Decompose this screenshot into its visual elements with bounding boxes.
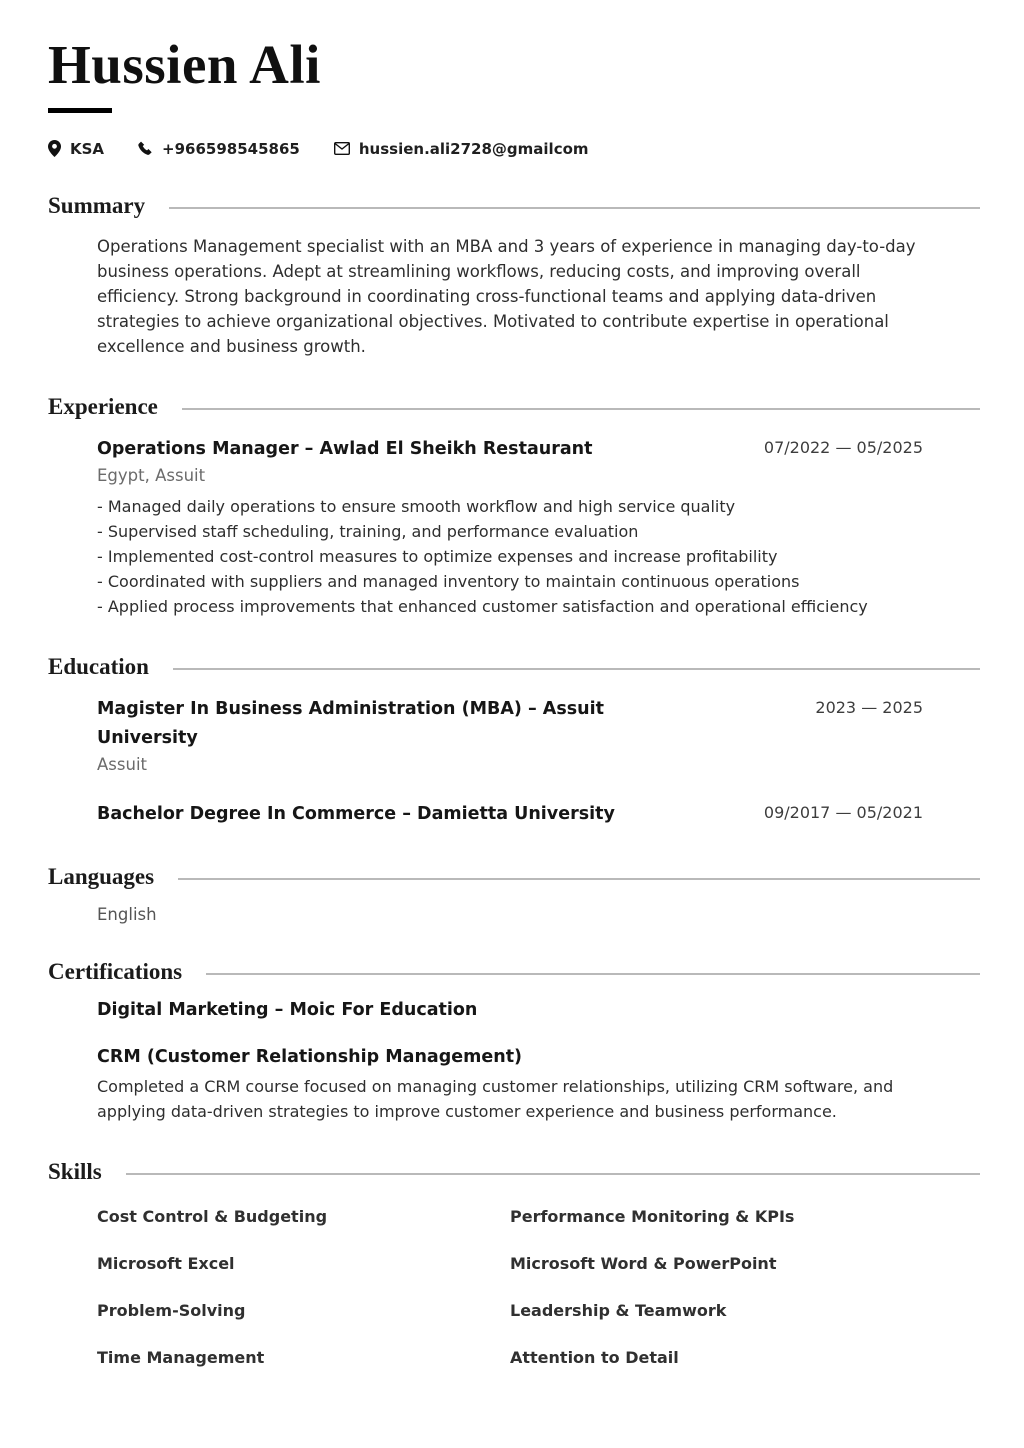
summary-heading <box>48 193 980 219</box>
job-bullet: - Implemented cost-control measures to optimize expenses and increase profitability <box>97 546 778 566</box>
candidate-name: Hussien Ali <box>48 34 321 95</box>
skills-title: Skills <box>48 1158 102 1184</box>
location-pin-icon <box>48 140 61 157</box>
contact-email-text: hussien.ali2728@gmailcom <box>358 139 589 158</box>
section-languages <box>48 864 980 924</box>
job-bullet: - Supervised staff scheduling, training, and performance evaluation <box>97 521 639 541</box>
job-bullet: - Coordinated with suppliers and managed inventory to maintain continuous operations <box>97 571 800 591</box>
skill-item: Cost Control & Budgeting <box>97 1206 328 1226</box>
heading-rule <box>206 973 980 975</box>
skill-item: Time Management <box>97 1347 265 1367</box>
education-title: Education <box>48 653 149 679</box>
job-bullets <box>97 494 923 619</box>
experience-entry <box>97 435 923 619</box>
section-certifications <box>48 959 980 1124</box>
languages-heading <box>48 864 980 890</box>
education-heading <box>48 654 980 680</box>
summary-title: Summary <box>48 192 146 218</box>
experience-title: Experience <box>48 393 158 419</box>
contact-location-text: KSA <box>70 139 105 158</box>
job-title: Operations Manager – Awlad El Sheikh Restaurant <box>97 438 593 459</box>
language-item: English <box>97 904 157 924</box>
skill-item: Problem-Solving <box>97 1300 246 1320</box>
phone-icon <box>138 141 153 156</box>
contact-phone-text: +966598545865 <box>162 139 300 158</box>
job-dates: 07/2022 — 05/2025 <box>763 437 923 457</box>
skill-item: Microsoft Excel <box>97 1253 235 1273</box>
certification-description: Completed a CRM course focused on managing customer relationships, utilizing CRM software, and applying data-driven strategies to improve customer experience and business performance. <box>97 1076 894 1121</box>
contact-email <box>334 140 589 158</box>
heading-rule <box>178 878 980 880</box>
heading-rule <box>169 207 980 209</box>
skill-item: Microsoft Word & PowerPoint <box>510 1253 777 1273</box>
languages-title: Languages <box>48 863 155 889</box>
experience-heading <box>48 394 980 420</box>
skills-heading <box>48 1159 980 1185</box>
contact-phone <box>138 140 300 158</box>
certification-name: Digital Marketing – Moic For Education <box>97 999 478 1020</box>
heading-rule <box>173 668 980 670</box>
section-summary <box>48 193 980 359</box>
summary-text: Operations Management specialist with an MBA and 3 years of experience in managing day-to-day business operations. Adept at streamlining workflows, reducing costs, and improving overall efficiency. Strong background in coordinating cross-functional teams and applying data-driven strategies to achieve organizational objectives. Motivated to contribute expertise in operational excellence and business growth. <box>97 236 916 356</box>
certification-entry <box>97 1047 923 1124</box>
certification-name: CRM (Customer Relationship Management) <box>97 1046 523 1067</box>
job-location: Egypt, Assuit <box>97 465 206 485</box>
job-bullet: - Applied process improvements that enhanced customer satisfaction and operational efficiency <box>97 596 868 616</box>
section-experience <box>48 394 980 619</box>
skill-item: Performance Monitoring & KPIs <box>510 1206 795 1226</box>
degree-dates: 2023 — 2025 <box>815 697 923 717</box>
skill-item: Leadership & Teamwork <box>510 1300 727 1320</box>
degree-title: Magister In Business Administration (MBA) – Assuit University <box>97 698 604 748</box>
certification-entry <box>97 1000 923 1020</box>
degree-location: Assuit <box>97 754 147 774</box>
skill-item: Attention to Detail <box>510 1347 679 1367</box>
degree-title: Bachelor Degree In Commerce – Damietta University <box>97 803 615 824</box>
section-education <box>48 654 980 829</box>
resume-header <box>48 36 980 158</box>
email-envelope-icon <box>334 142 350 155</box>
certifications-heading <box>48 959 980 985</box>
degree-dates: 09/2017 — 05/2021 <box>763 802 923 822</box>
education-entry <box>97 800 923 829</box>
heading-rule <box>182 408 980 410</box>
skills-grid <box>97 1207 923 1367</box>
certifications-title: Certifications <box>48 958 183 984</box>
heading-rule <box>126 1173 980 1175</box>
section-skills <box>48 1159 980 1367</box>
contact-row <box>48 140 980 158</box>
contact-location <box>48 140 104 158</box>
job-bullet: - Managed daily operations to ensure smooth workflow and high service quality <box>97 496 736 516</box>
education-entry <box>97 695 923 774</box>
name-underline-bar <box>48 108 112 113</box>
